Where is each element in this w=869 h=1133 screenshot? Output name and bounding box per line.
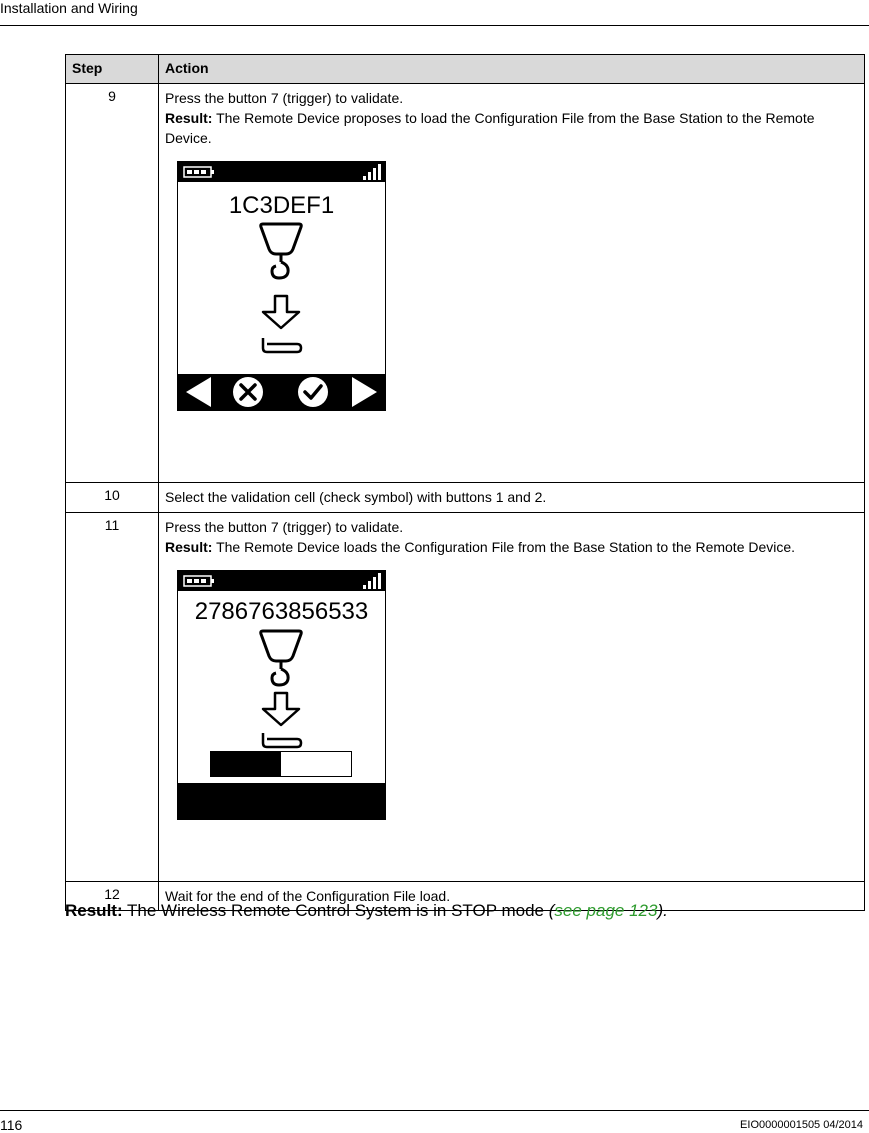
- cancel-x-icon[interactable]: [232, 376, 264, 408]
- remote-device-screen: [177, 161, 386, 411]
- download-tray-icon: [258, 691, 306, 751]
- result-label: Result:: [165, 110, 213, 126]
- table-row: [66, 483, 865, 513]
- column-header-action: Action: [159, 55, 865, 84]
- final-result-label: Result:: [65, 901, 123, 920]
- step-number: 9: [66, 84, 159, 483]
- table-header-row: [66, 55, 865, 84]
- battery-icon: [183, 166, 215, 178]
- right-arrow-icon[interactable]: [352, 377, 378, 407]
- see-page-link[interactable]: see page 123: [554, 901, 658, 920]
- header-divider: [0, 25, 869, 26]
- status-bar: [178, 571, 385, 591]
- status-bar: [178, 162, 385, 182]
- column-header-step: Step: [66, 55, 159, 84]
- final-result: [65, 901, 668, 921]
- action-text: Press the button 7 (trigger) to validate.: [165, 90, 404, 106]
- paren-close: ).: [657, 901, 668, 920]
- step-action: [159, 513, 865, 882]
- result-text: The Remote Device proposes to load the Configuration File from the Base Station to the Remote Device.: [165, 110, 815, 146]
- action-text: Select the validation cell (check symbol) with buttons 1 and 2.: [165, 489, 547, 505]
- remote-device-screen: [177, 570, 386, 820]
- step-number: 12: [66, 882, 159, 911]
- step-number: 11: [66, 513, 159, 882]
- signal-strength-icon: [362, 573, 382, 590]
- result-label: Result:: [165, 539, 213, 555]
- document-reference: EIO0000001505 04/2014: [740, 1119, 863, 1131]
- action-text: Wait for the end of the Configuration File load.: [165, 888, 451, 904]
- crane-hook-icon: [258, 629, 304, 687]
- download-tray-icon: [258, 294, 306, 356]
- step-action: [159, 84, 865, 483]
- result-line: [165, 108, 858, 148]
- footer-divider: [0, 1110, 869, 1111]
- page-number: 116: [0, 1117, 23, 1133]
- battery-icon: [183, 575, 215, 587]
- crane-hook-icon: [258, 222, 304, 280]
- page-header-title: Installation and Wiring: [0, 0, 138, 16]
- softkey-bar: [178, 783, 385, 819]
- device-code: 2786763856533: [194, 598, 369, 625]
- step-number: 10: [66, 483, 159, 513]
- procedure-table: [65, 54, 865, 911]
- check-icon[interactable]: [297, 376, 329, 408]
- signal-strength-icon: [362, 164, 382, 181]
- table-row: [66, 513, 865, 882]
- softkey-bar: [178, 374, 385, 410]
- left-arrow-icon[interactable]: [186, 377, 212, 407]
- device-code: 1C3DEF1: [228, 192, 335, 219]
- load-progress-fill: [211, 752, 281, 776]
- result-line: [165, 537, 858, 557]
- load-progress-bar: [210, 751, 352, 777]
- action-text: Press the button 7 (trigger) to validate.: [165, 519, 404, 535]
- step-action: [159, 483, 865, 513]
- final-result-text: The Wireless Remote Control System is in STOP mode: [122, 901, 549, 920]
- result-text: The Remote Device loads the Configuration File from the Base Station to the Remote Device.: [212, 539, 796, 555]
- table-row: [66, 84, 865, 483]
- paren-open: (: [548, 901, 555, 920]
